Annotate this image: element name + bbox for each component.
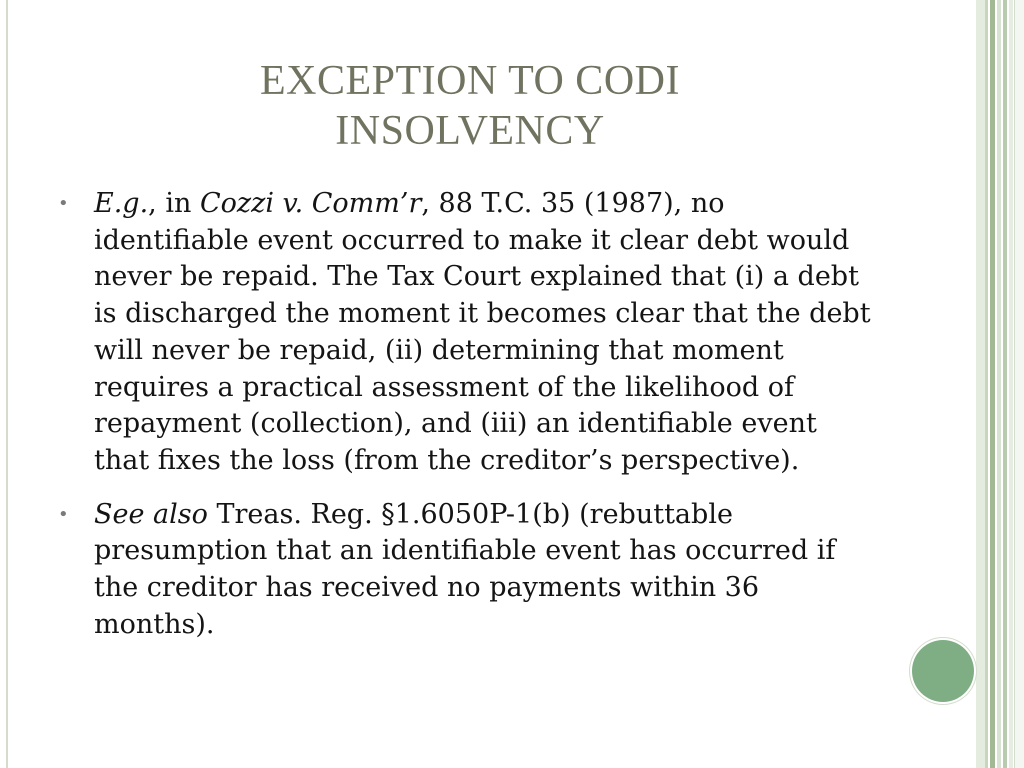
slide-title-line-1: EXCEPTION TO CODI bbox=[260, 58, 680, 104]
bullet-lead-italic: E.g. bbox=[94, 188, 149, 219]
decorative-stripe bbox=[1003, 0, 1007, 768]
bullet-item-cozzi bbox=[56, 186, 876, 480]
bullet-marker: • bbox=[58, 503, 69, 525]
decorative-stripe bbox=[990, 0, 995, 768]
decorative-stripe bbox=[976, 0, 985, 768]
decorative-stripe bbox=[997, 0, 1001, 768]
decorative-circle bbox=[912, 640, 974, 702]
decorative-stripe bbox=[985, 0, 988, 768]
slide-title-line-2: INSOLVENCY bbox=[335, 108, 605, 154]
case-name: Cozzi v. Comm’r bbox=[199, 188, 422, 219]
bullet-list bbox=[56, 186, 876, 660]
bullet-text: , in bbox=[148, 188, 200, 219]
bullet-marker: • bbox=[58, 193, 69, 214]
bullet-item-see-also bbox=[56, 497, 876, 644]
decorative-stripe bbox=[1015, 0, 1024, 768]
bullet-text: , 88 T.C. 35 (1987), no identifiable event occurred to make it clear debt would never be repaid. The Tax Court explained that (i) a debt is discharged the moment it becomes clear that the debt will never be repaid, (ii) determining that moment requires a practical assessment of the likelihood of repayment (collection), and (iii) an identifiable event that fixes the loss (from the creditor’s perspective). bbox=[94, 188, 871, 476]
bullet-lead-italic: See also bbox=[94, 498, 208, 530]
bullet-text: Treas. Reg. §1.6050P-1(b) (rebuttable presumption that an identifiable event has occurred if the creditor has received no payments within 36 months). bbox=[94, 498, 836, 640]
decorative-stripe bbox=[1009, 0, 1013, 768]
slide-title bbox=[120, 56, 820, 156]
